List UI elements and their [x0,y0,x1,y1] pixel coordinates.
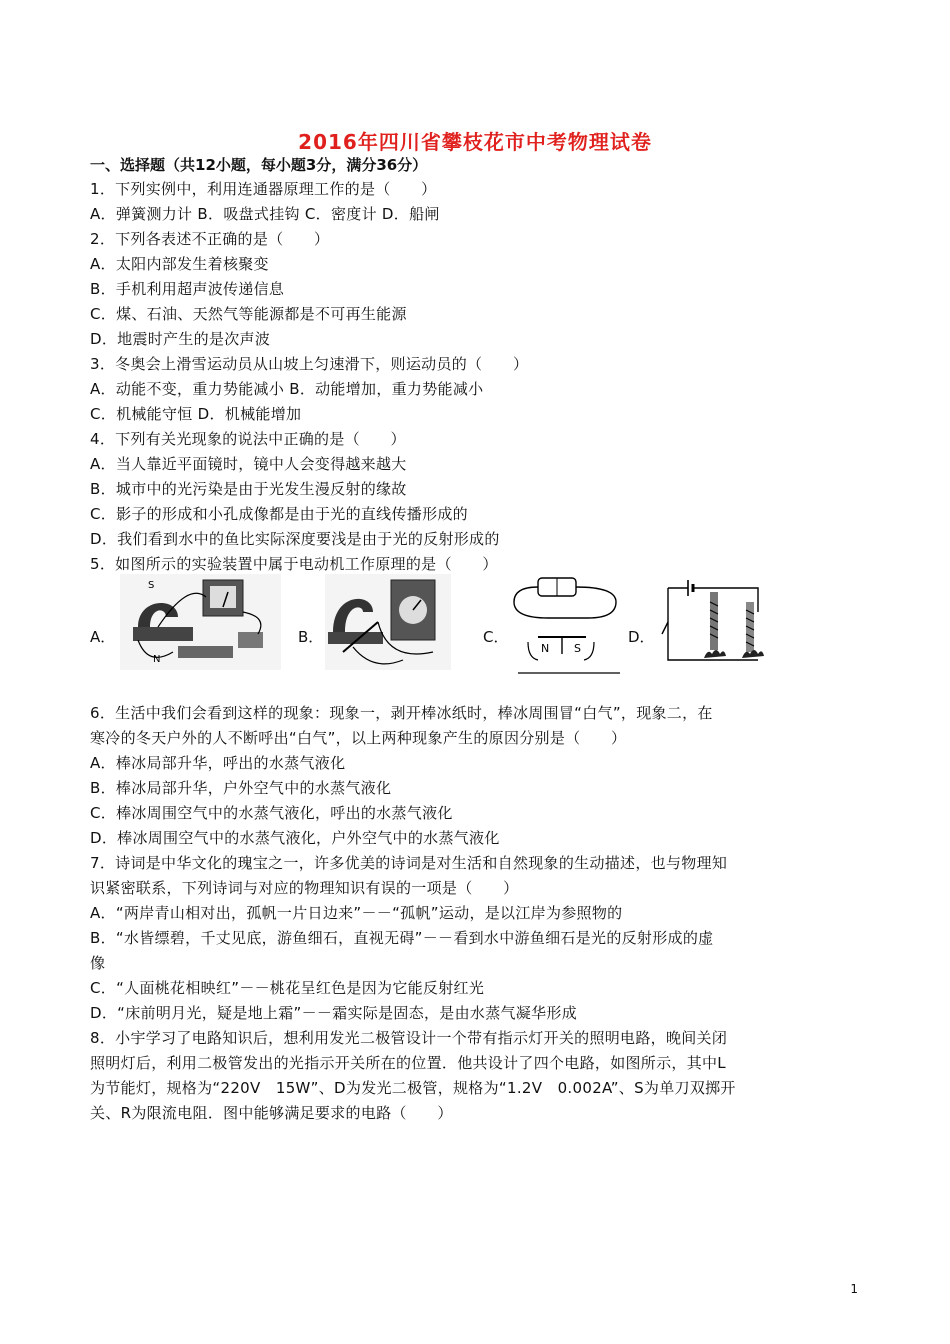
figure-d-electromagnet-circuit [658,572,773,672]
q3-stem: 3．冬奥会上滑雪运动员从山坡上匀速滑下，则运动员的（ ） [90,355,529,373]
figure-label-a: A． [90,628,116,646]
q8-stem-line4: 关、R为限流电阻．图中能够满足要求的电路（ ） [90,1104,453,1122]
q3-options-cd: C．机械能守恒 D．机械能增加 [90,405,302,423]
q4-option-c: C．影子的形成和小孔成像都是由于光的直线传播形成的 [90,505,468,523]
figure-label-d: D． [628,628,655,646]
q4-stem: 4．下列有关光现象的说法中正确的是（ ） [90,430,406,448]
q7-stem-line1: 7．诗词是中华文化的瑰宝之一，许多优美的诗词是对生活和自然现象的生动描述，也与物理知 [90,854,728,872]
q8-stem-line2: 照明灯后，利用二极管发出的光指示开关所在的位置．他共设计了四个电路，如图所示，其中L [90,1054,726,1072]
figure-c-s-label: S [574,642,581,655]
q7-stem-line2: 识紧密联系，下列诗词与对应的物理知识有误的一项是（ ） [90,879,519,897]
q6-option-b: B．棒冰局部升华，户外空气中的水蒸气液化 [90,779,392,797]
q4-option-b: B．城市中的光污染是由于光发生漫反射的缘故 [90,480,407,498]
q1-stem: 1．下列实例中，利用连通器原理工作的是（ ） [90,180,437,198]
q4-option-a: A．当人靠近平面镜时，镜中人会变得越来越大 [90,455,407,473]
q6-stem-line2: 寒冷的冬天户外的人不断呼出“白气”，以上两种现象产生的原因分别是（ ） [90,729,627,747]
q7-option-a: A．“两岸青山相对出，孤帆一片日边来”－－“孤帆”运动，是以江岸为参照物的 [90,904,623,922]
figure-b-motor-apparatus [323,572,453,672]
q5-figure-row [90,572,860,682]
q2-option-b: B．手机利用超声波传递信息 [90,280,285,298]
exam-title: 2016年四川省攀枝花市中考物理试卷 [298,130,652,154]
page-number: 1 [850,1282,858,1296]
figure-a-n-label: N [153,654,161,665]
figure-label-c: C． [483,628,509,646]
q3-options-ab: A．动能不变，重力势能减小 B．动能增加，重力势能减小 [90,380,484,398]
q7-option-c: C．“人面桃花相映红”－－桃花呈红色是因为它能反射红光 [90,979,485,997]
q6-option-a: A．棒冰局部升华，呼出的水蒸气液化 [90,754,346,772]
q2-option-a: A．太阳内部发生着核聚变 [90,255,269,273]
figure-label-b: B． [298,628,324,646]
figure-c-n-label: N [541,642,550,655]
q2-option-c: C．煤、石油、天然气等能源都是不可再生能源 [90,305,407,323]
figure-a-s-label: S [148,580,155,591]
q6-option-c: C．棒冰周围空气中的水蒸气液化，呼出的水蒸气液化 [90,804,453,822]
q6-option-d: D．棒冰周围空气中的水蒸气液化，户外空气中的水蒸气液化 [90,829,500,847]
q7-option-d: D．“床前明月光，疑是地上霜”－－霜实际是固态，是由水蒸气凝华形成 [90,1004,577,1022]
q4-option-d: D．我们看到水中的鱼比实际深度要浅是由于光的反射形成的 [90,530,500,548]
q8-stem-line1: 8．小宇学习了电路知识后，想利用发光二极管设计一个带有指示灯开关的照明电路，晚间关闭 [90,1029,728,1047]
q1-options: A．弹簧测力计 B．吸盘式挂钩 C．密度计 D．船闸 [90,205,440,223]
q5-stem: 5．如图所示的实验装置中属于电动机工作原理的是（ ） [90,555,498,573]
q2-option-d: D．地震时产生的是次声波 [90,330,271,348]
q6-stem-line1: 6．生活中我们会看到这样的现象：现象一，剥开棒冰纸时，棒冰周围冒“白气”，现象二，在 [90,704,713,722]
q8-stem-line3: 为节能灯，规格为“220V 15W”、D为发光二极管，规格为“1.2V 0.002A”、S为单刀双掷开 [90,1079,736,1097]
q2-stem: 2．下列各表述不正确的是（ ） [90,230,330,248]
q7-option-b-line2: 像 [90,954,106,972]
figure-c-oersted-experiment [508,572,623,676]
q7-option-b-line1: B．“水皆缥碧，千丈见底，游鱼细石，直视无碍”－－看到水中游鱼细石是光的反射形成的虚 [90,929,714,947]
section-heading: 一、选择题（共12小题，每小题3分，满分36分） [90,156,428,174]
figure-a-generator-apparatus [118,572,283,672]
